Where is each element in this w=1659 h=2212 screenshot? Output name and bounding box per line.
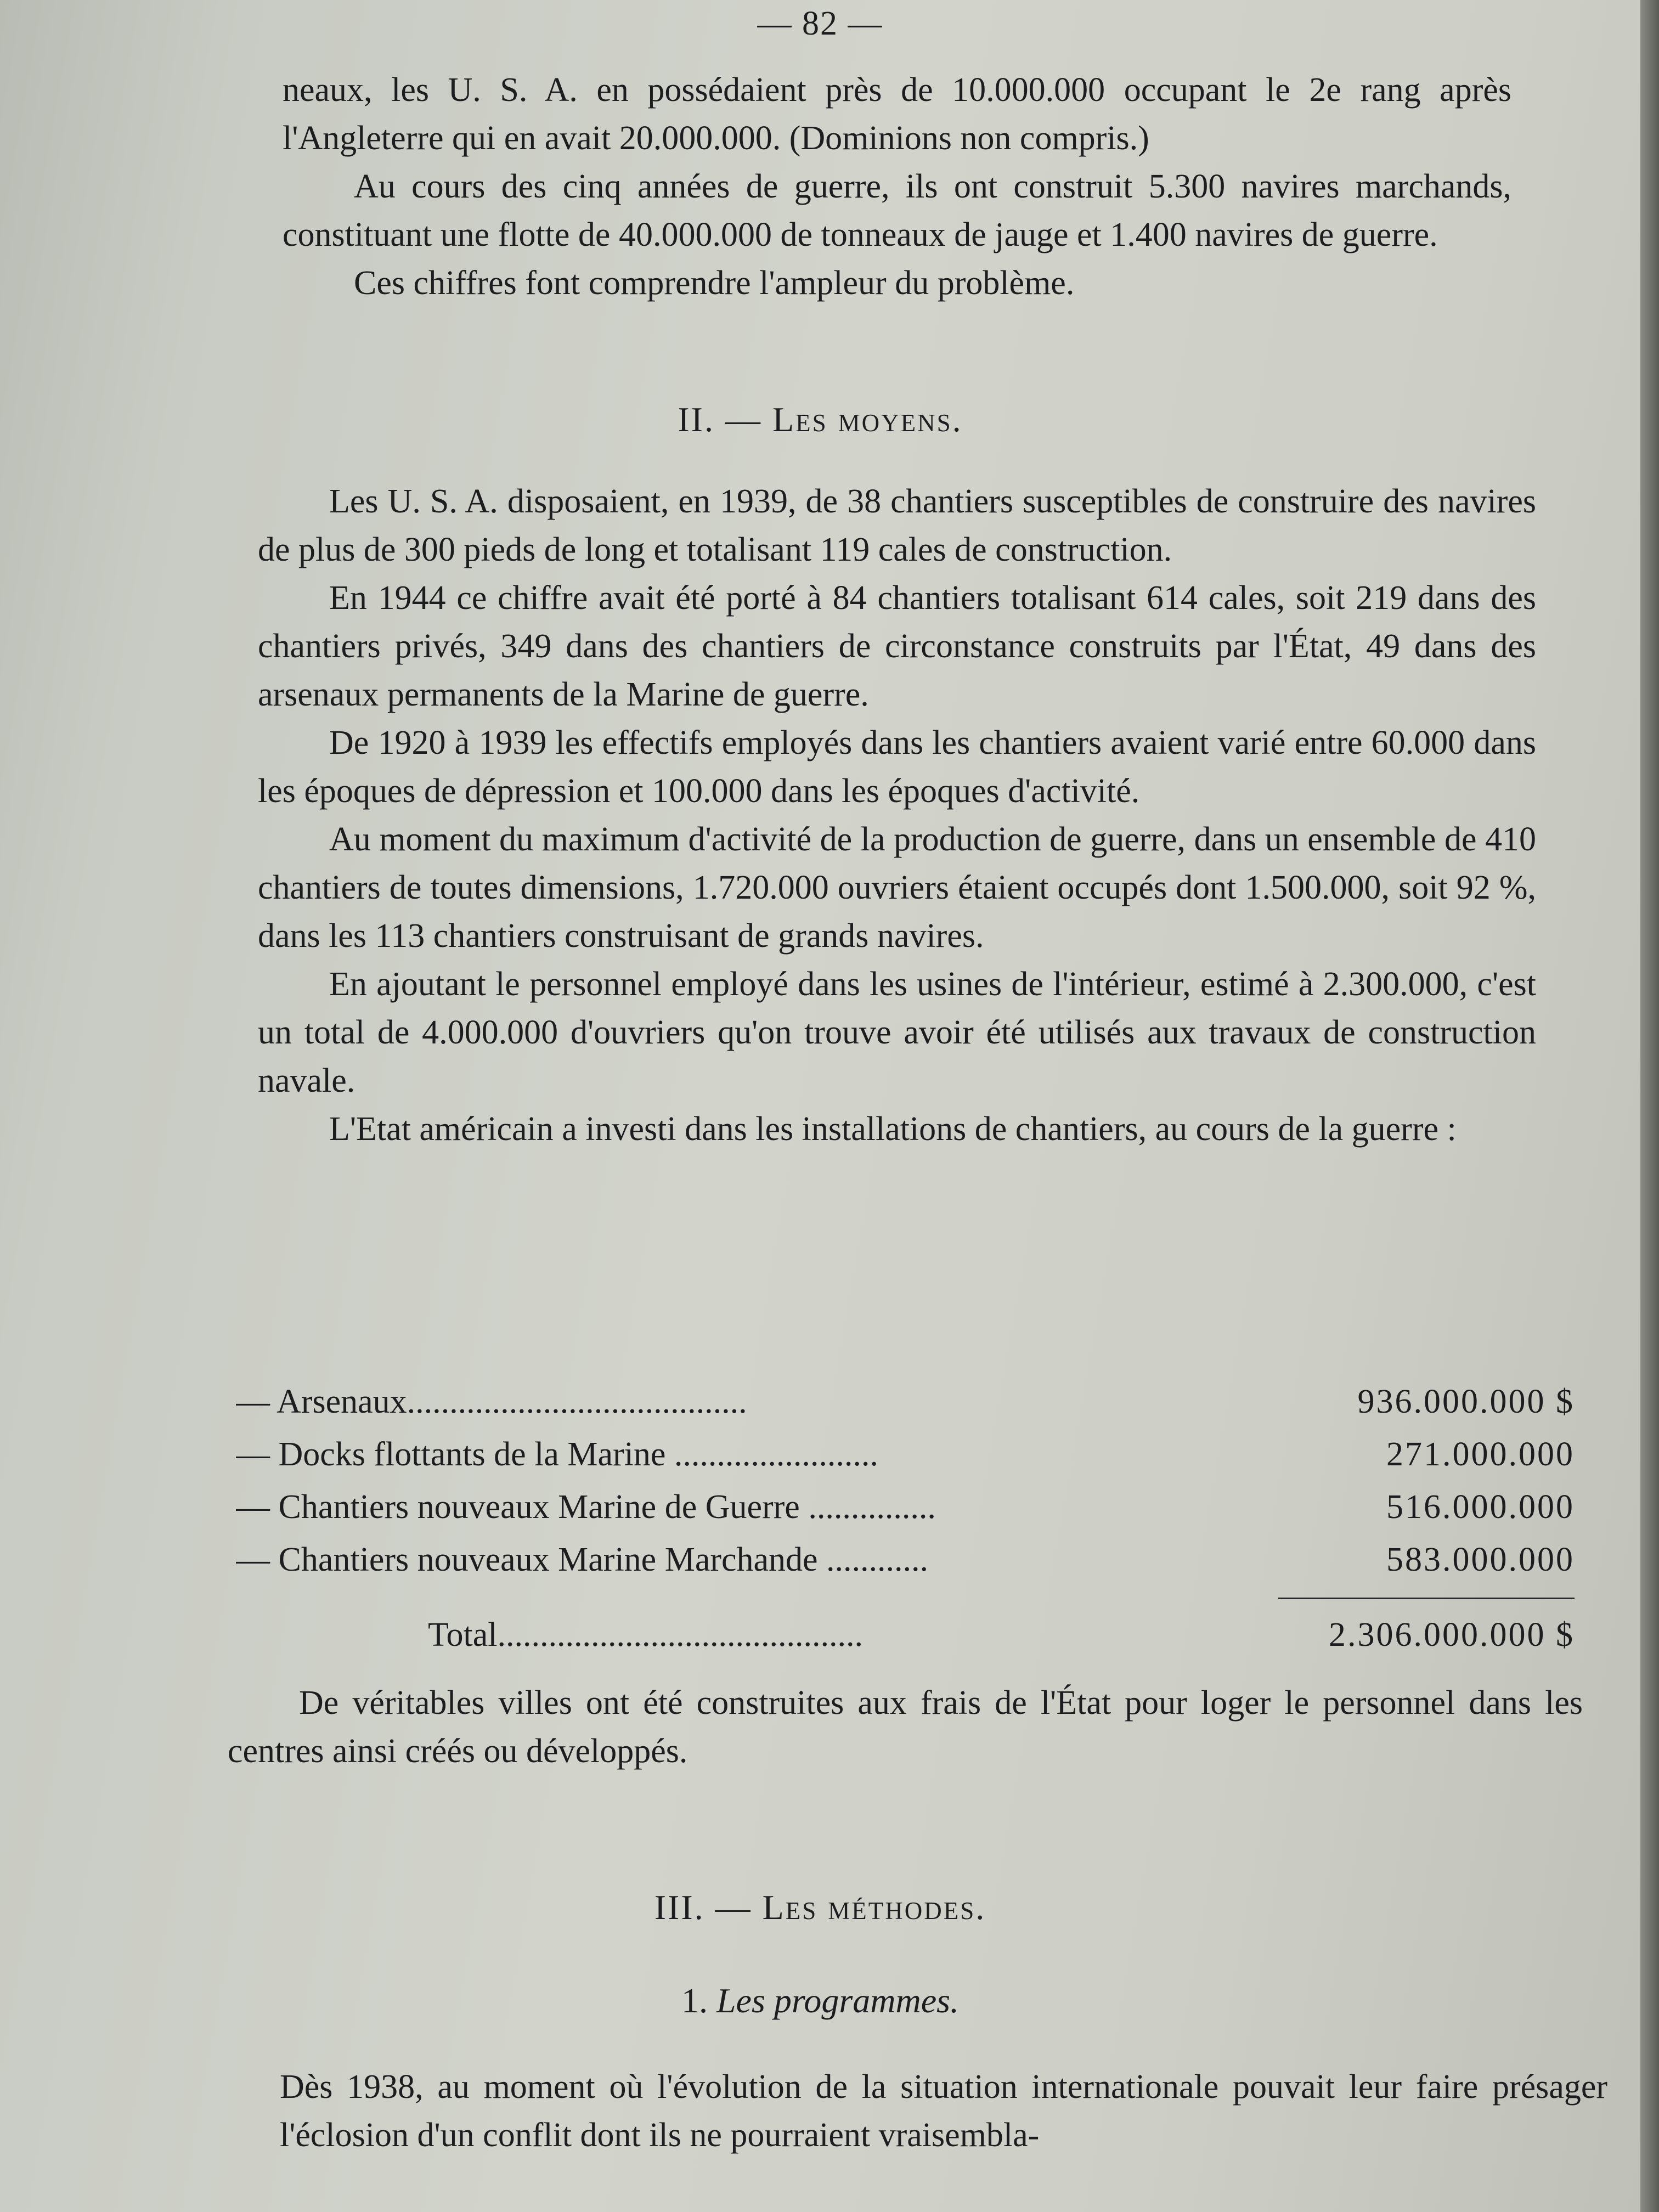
body-paragraph: En 1944 ce chiffre avait été porté à 84 chantiers totalisant 614 cales, soit 219 dans des chantiers privés, 349 dans des chantiers de circonstance construits par l'État, 49 dans des arsenaux permanents de la Marine de guerre. [258, 579, 1536, 713]
investment-value: 516.000.000 [1386, 1488, 1575, 1526]
page-number: — 82 — [757, 5, 883, 42]
body-paragraph: L'Etat américain a investi dans les installations de chantiers, au cours de la guerre : [329, 1110, 1457, 1148]
investment-label: — Docks flottants de la Marine ........................ [236, 1436, 878, 1473]
closing-text [228, 1679, 1583, 1775]
section-heading-moyens: II. — Les moyens. [678, 400, 963, 439]
investment-row [236, 1383, 1575, 1435]
body-paragraph: Dès 1938, au moment où l'évolution de la situation internationale pouvait leur faire présager l'éclosion d'un conflit dont ils ne pourraient vraisembla- [280, 2068, 1607, 2154]
total-label: Total........................................... [428, 1616, 864, 1654]
body-paragraph: Au moment du maximum d'activité de la production de guerre, dans un ensemble de 410 chantiers de toutes dimensions, 1.720.000 ouvriers étaient occupés dont 1.500.000, soit 92 %, dans les 113 chantiers construisant de grands navires. [258, 821, 1536, 955]
body-paragraph: De 1920 à 1939 les effectifs employés dans les chantiers avaient varié entre 60.000 dans les époques de dépression et 100.000 dans les époques d'activité. [258, 724, 1536, 810]
body-paragraph: Les U. S. A. disposaient, en 1939, de 38 chantiers susceptibles de construire des navires de plus de 300 pieds de long et totalisant 119 cales de construction. [258, 483, 1536, 568]
investment-value: 936.000.000 $ [1357, 1383, 1575, 1420]
investment-row [236, 1435, 1575, 1488]
subsection-title: Les programmes. [716, 1981, 960, 2020]
subsection-number: 1. [681, 1981, 708, 2020]
investment-row [236, 1541, 1575, 1593]
investment-value: 583.000.000 [1386, 1541, 1575, 1578]
intro-paragraph: Au cours des cinq années de guerre, ils ont construit 5.300 navires marchands, constituant une flotte de 40.000.000 de tonneaux de jauge et 1.400 navires de guerre. [283, 168, 1511, 253]
body-paragraph: De véritables villes ont été construites aux frais de l'État pour loger le personnel dans les centres ainsi créés ou développés. [228, 1684, 1583, 1770]
investment-row [236, 1488, 1575, 1541]
section-methodes-text [280, 2063, 1607, 2159]
intro-text [283, 66, 1511, 307]
investment-value: 271.000.000 [1386, 1436, 1575, 1473]
section-heading-methodes: III. — Les méthodes. [654, 1888, 986, 1927]
investment-label: — Chantiers nouveaux Marine Marchande ............ [236, 1541, 929, 1578]
sum-rule-divider [1278, 1598, 1575, 1616]
investment-total-row [236, 1616, 1575, 1668]
subsection-heading [0, 1980, 1640, 2021]
intro-paragraph: Ces chiffres font comprendre l'ampleur du problème. [354, 264, 1075, 302]
book-spine-edge [1640, 0, 1659, 2212]
investment-label: — Chantiers nouveaux Marine de Guerre ............... [236, 1488, 936, 1526]
intro-paragraph: neaux, les U. S. A. en possédaient près de 10.000.000 occupant le 2e rang après l'Angleterre qui en avait 20.000.000. (Dominions non compris.) [283, 71, 1511, 157]
total-value: 2.306.000.000 $ [1329, 1616, 1575, 1654]
body-paragraph: En ajoutant le personnel employé dans les usines de l'intérieur, estimé à 2.300.000, c'est un total de 4.000.000 d'ouvriers qu'on trouve avoir été utilisés aux travaux de construction navale. [258, 966, 1536, 1099]
investment-table [236, 1383, 1575, 1668]
section-moyens-text [258, 477, 1536, 1153]
investment-label: — Arsenaux........................................ [236, 1383, 747, 1420]
